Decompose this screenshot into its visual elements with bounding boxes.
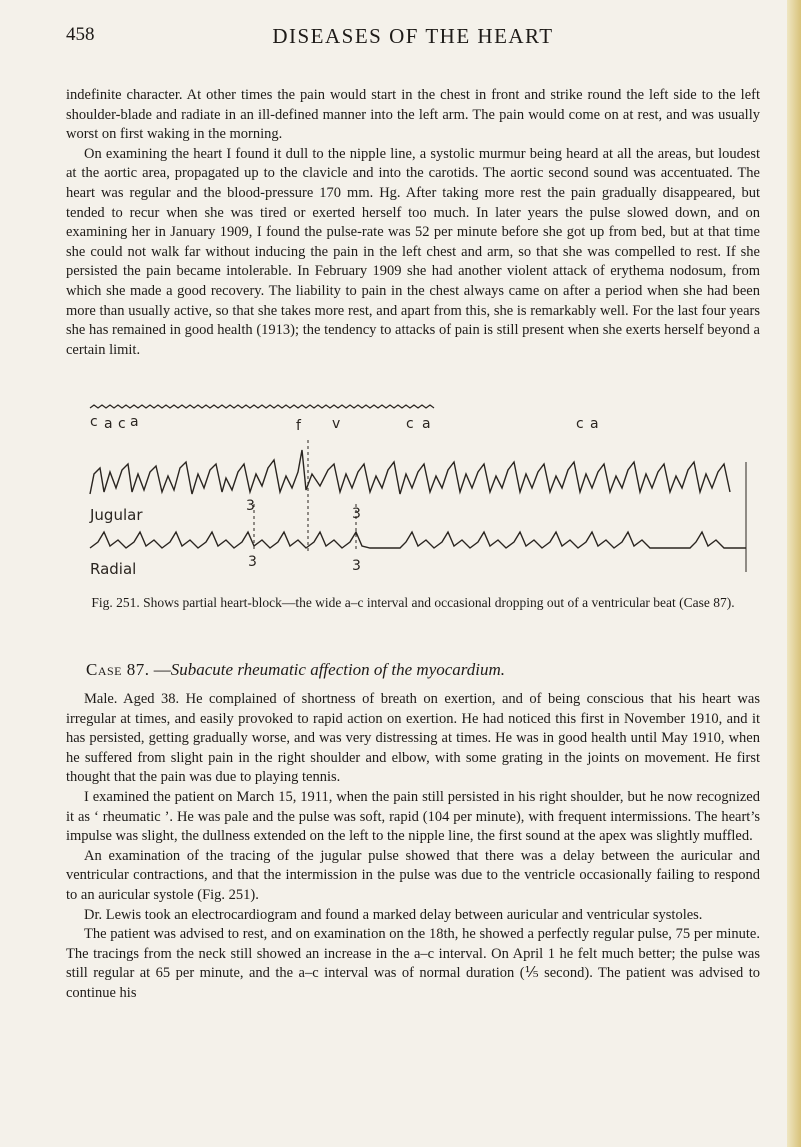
case-label: Case 87. xyxy=(86,660,150,679)
case-title: Subacute rheumatic affection of the myocardium. xyxy=(170,660,506,679)
case-heading: Case 87. —Subacute rheumatic affection of the myocardium. xyxy=(86,660,506,679)
page-header xyxy=(66,24,760,54)
paragraph: I examined the patient on March 15, 1911, when the pain still persisted in his right shoulder, but he now recognized it as ‘ rheumatic ’. He was pale and the pulse was soft, rapid (104 per minute), with frequent intermissions. The heart’s impulse was slight, the dullness extended on the left to the nipple line, the first sound at the apex was slightly muffled. xyxy=(66,788,760,845)
wave-mark-c: c xyxy=(90,414,98,430)
running-head: DISEASES OF THE HEART xyxy=(272,24,554,48)
figure-caption: Fig. 251. Shows partial heart-block—the wide a–c interval and occasional dropping out of a ventricular beat (Case 87). xyxy=(91,595,735,610)
wave-mark-a: a xyxy=(590,416,599,432)
wave-mark-a: a xyxy=(422,416,431,432)
time-marker-trace xyxy=(90,405,434,408)
wave-mark-c: c xyxy=(406,416,414,432)
paragraph: Male. Aged 38. He complained of shortness of breath on exertion, and of being conscious that his heart was irregular at times, and easily provoked to rapid action on exertion. He had noticed this first in November 1910, and it has persisted, getting gradually worse, and was very distressing at times. He was in good health until May 1910, when he suffered from slight pain in the right shoulder and elbow, with some grating in the joints on movement. He first thought that the pain was due to playing tennis. xyxy=(66,691,760,786)
wave-mark-c: c xyxy=(118,416,126,432)
wave-mark-3: 3 xyxy=(246,498,255,514)
page-number: 458 xyxy=(66,24,95,45)
top-text-block xyxy=(66,86,760,360)
radial-trace xyxy=(90,532,746,548)
wave-mark-3: 3 xyxy=(248,554,257,570)
wave-mark-f: f xyxy=(296,418,301,434)
wave-mark-a: a xyxy=(104,416,113,432)
paragraph: On examining the heart I found it dull to the nipple line, a systolic murmur being heard at all the areas, but loudest at the aortic area, propagated up to the clavicle and into the carotids. The aortic second sound was accentuated. The heart was regular and the blood-pressure 170 mm. Hg. After taking more rest the pain gradually disappeared, but tended to recur when she was tired or exerted herself too much. In later years the pulse slowed down, and on examining her in January 1909, I found the pulse-rate was 52 per minute before she got up from bed, but at that time she could not walk far without inducing the pain in the left chest and arm, so that she was compelled to rest. If she persisted the pain became intolerable. In February 1909 she had another violent attack of erythema nodosum, from which she made a good recovery. The liability to pain in the chest always came on after a period when she had been more than usually active, so that she takes more rest, and apart from this, she is remarkably well. For the last four years she has remained in good health (1913); the tendency to attacks of pain is still present when she exerts herself beyond a certain limit. xyxy=(66,145,760,358)
wave-mark-a: a xyxy=(130,414,139,430)
wave-mark-3: 3 xyxy=(352,558,361,574)
page-edge xyxy=(787,0,801,1147)
paragraph: indefinite character. At other times the pain would start in the chest in front and strike round the left side to the left shoulder-blade and radiate in an ill-defined manner into the left arm. The pain would come on at rest, and was usually worst on first waking in the morning. xyxy=(66,87,760,143)
bottom-text-block xyxy=(66,690,760,1004)
pulse-tracing-figure xyxy=(70,402,760,582)
jugular-trace xyxy=(90,450,730,494)
wave-mark-v: v xyxy=(332,416,341,432)
radial-label: Radial xyxy=(90,560,137,578)
paragraph: An examination of the tracing of the jugular pulse showed that there was a delay between the auricular and ventricular contractions, and that the intermission in the pulse was due to the ventricle occasionally failing to respond to an auricular systole (Fig. 251). xyxy=(66,847,760,903)
paragraph: Dr. Lewis took an electrocardiogram and found a marked delay between auricular and ventricular systoles. xyxy=(84,906,703,923)
wave-mark-3: 3 xyxy=(352,506,361,522)
jugular-label: Jugular xyxy=(90,506,143,524)
tracing-svg xyxy=(70,402,760,582)
wave-mark-c: c xyxy=(576,416,584,432)
paragraph: The patient was advised to rest, and on examination on the 18th, he showed a perfectly regular pulse, 75 per minute. The tracings from the neck still showed an increase in the a–c interval. On April 1 he felt much better; the pulse was still regular at 65 per minute, and the a–c interval was of normal duration (⅕ second). The patient was advised to continue his xyxy=(66,926,760,1001)
